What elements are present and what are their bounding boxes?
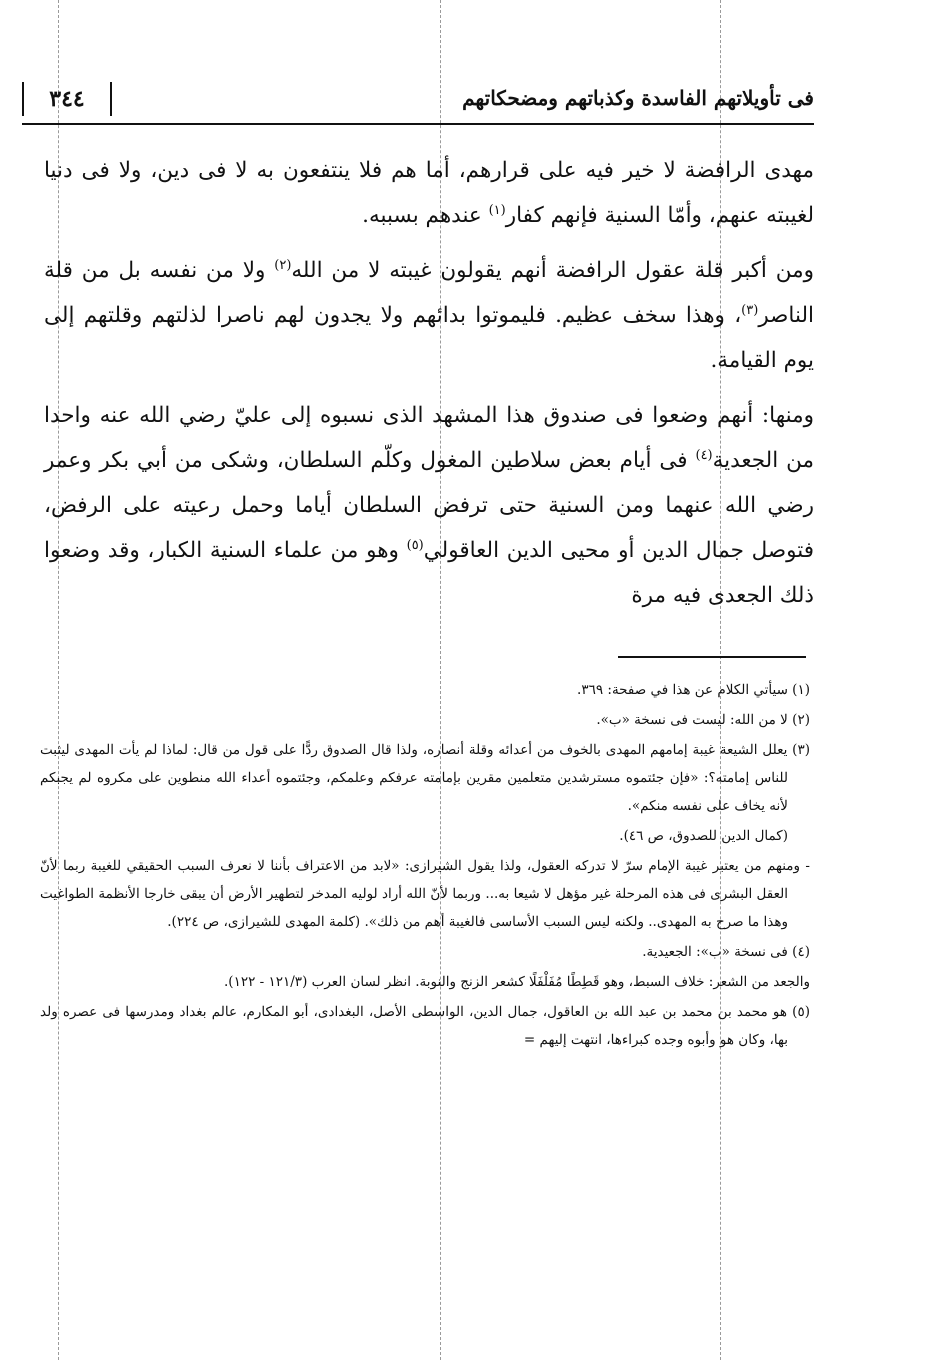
paragraph-text: ومنها: أنهم وضعوا فى صندوق هذا المشهد الذى نسبوه إلى عليّ رضي الله عنه واحدا من الجعدية xyxy=(44,403,814,473)
footnote-ref: (٢) xyxy=(274,257,292,273)
footnote-ref: (١) xyxy=(488,202,506,218)
paragraph-text: وهو من علماء السنية الكبار، وقد وضعوا ذلك الجعدى فيه مرة xyxy=(44,538,814,608)
footnote-3-addendum: - ومنهم من يعتبر غيبة الإمام سرّ لا تدركه العقول، ولذا يقول الشيرازى: «لابد من الاعتراف بأننا لا نعرف السبب الحقيقي للغيبة ربما لأنّ العقل البشرى فى هذه المرحلة غير مؤهل لا شيعا به... وربما لأنّ الله أراد لوليه المدخر لتطهير الأرض أن يبقى خارجا الأنظمة الطواغيت وهذا ما صرح به المهدى.. ولكنه ليس السبب الأساسى فالغيبة أهم من ذلك». (كلمة المهدى للشيرازى، ص ٢٢٤). xyxy=(40,858,810,930)
paragraph xyxy=(44,248,814,383)
main-text xyxy=(44,148,814,624)
paragraph-text: ، وهذا سخف عظيم. فليموتوا بدائهم ولا يجدون لهم ناصرا لذلتهم وقلتهم إلى يوم القيامة. xyxy=(44,303,814,373)
paragraph-text: فى أيام بعض سلاطين المغول وكلّم السلطان، وشكى من أبي بكر وعمر رضي الله عنهما ومن السنية حتى ترفض السلطان أياما وحمل رعيته على الرفض، فتوصل جمال الدين أو محيى الدين العاقولي xyxy=(44,448,814,563)
footnote-separator xyxy=(618,656,806,658)
running-header xyxy=(22,82,814,122)
paragraph-text: ومن أكبر قلة عقول الرافضة أنهم يقولون غيبته لا من الله xyxy=(291,258,815,283)
footnote-ref: (٥) xyxy=(406,537,424,553)
footnote-3-citation: (كمال الدين للصدوق، ص ٤٦). xyxy=(619,828,788,844)
paragraph-text: ولا من نفسه بل من قلة الناصر xyxy=(44,258,814,328)
footnote-3: (٣) يعلل الشيعة غيبة إمامهم المهدى بالخوف من أعدائه وقلة أنصاره، ولذا قال الصدوق ردًّا على قول من قال: لماذا لم يأت المهدى ليثبت للناس إمامته؟: «فإن جئتموه مسترشدين متعلمين مقرين بإمامته عرفكم وعلمكم، وجئتموه أعداء الله منطوين على مكروه لم يجبكم لأنه يخاف على نفسه منكم». xyxy=(40,742,810,814)
footnote-2: (٢) لا من الله: ليست فى نسخة «ب». xyxy=(596,712,810,728)
footnote-4: (٤) فى نسخة «ب»: الجعيدية. xyxy=(642,944,810,960)
footnote-5: (٥) هو محمد بن محمد بن عبد الله بن العاقول، جمال الدين، الواسطى الأصل، البغدادى، أبو المكارم، عالم بغداد ومدرسها فى عصره ولد بها، وكان هو وأبوه وجده كبراءها، انتهت إليهم = xyxy=(40,1004,810,1048)
page-number: ٣٤٤ xyxy=(22,82,112,116)
paragraph-text: عندهم بسببه. xyxy=(362,203,489,228)
footnote-4-addendum: والجعد من الشعر: خلاف السبط، وهو قَطِطًا مُفَلْفَلًا كشعر الزنج والنوبة. انظر لسان العرب (١٢١/٣ - ١٢٢). xyxy=(224,974,810,990)
paragraph xyxy=(44,148,814,238)
footnote-1: (١) سيأتي الكلام عن هذا في صفحة: ٣٦٩. xyxy=(577,682,810,698)
paragraph-text: مهدى الرافضة لا خير فيه على قرارهم، أما هم فلا ينتفعون به لا فى دين، ولا فى دنيا لغيبته عنهم، وأمّا السنية فإنهم كفار xyxy=(44,158,814,228)
running-title: فى تأويلاتهم الفاسدة وكذباتهم ومضحكاتهم xyxy=(462,86,814,110)
footnotes xyxy=(40,676,810,1056)
footnote-ref: (٣) xyxy=(741,302,759,318)
paragraph xyxy=(44,393,814,618)
header-rule xyxy=(22,123,814,125)
footnote-ref: (٤) xyxy=(695,447,713,463)
